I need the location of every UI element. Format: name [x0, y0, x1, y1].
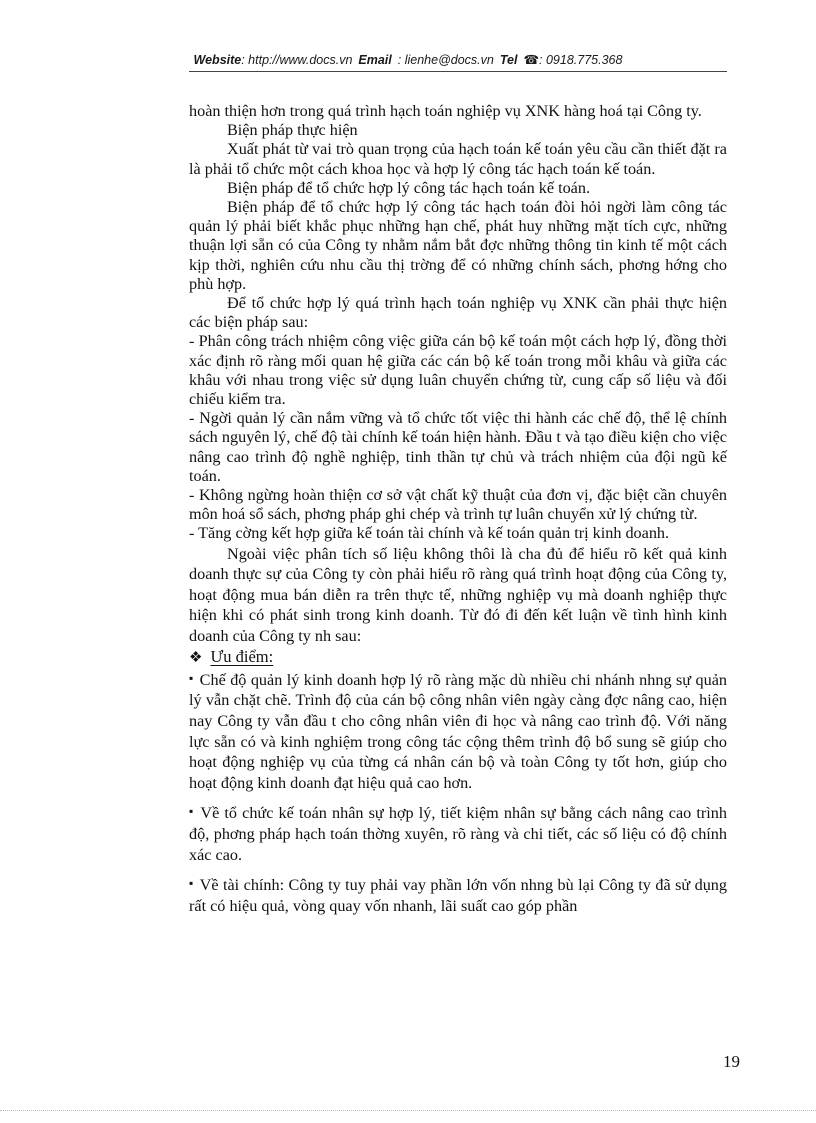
phone-icon: ☎: [523, 53, 540, 67]
bullet-icon: ▪: [189, 876, 194, 891]
tel-label: Tel: [499, 53, 518, 67]
page-number: 19: [723, 1052, 740, 1071]
website-label: Website: [193, 53, 242, 67]
paragraph-heading: Biện pháp để tổ chức hợp lý công tác hạch toán kế toán.: [227, 178, 591, 197]
email-label: Email: [358, 53, 392, 67]
page-header: [0, 52, 816, 67]
list-item: - Không ngừng hoàn thiện cơ sở vật chất kỹ thuật của đơn vị, đặc biệt cần chuyên môn hoá sổ sách, phơng pháp ghi chép và trình tự luân chuyển xử lý chứng từ.: [189, 486, 727, 524]
list-item: - Phân công trách nhiệm công việc giữa cán bộ kế toán một cách hợp lý, đồng thời xác định rõ ràng mối quan hệ giữa các cán bộ kế toán trong mỗi khâu và giữa các khâu với nhau trong việc sử dụng luân chuyển chứng từ, cung cấp số liệu và đối chiếu kiểm tra.: [189, 332, 727, 409]
diamond-bullet-icon: ❖: [189, 649, 203, 666]
footer-divider: [0, 1110, 816, 1111]
advantages-heading-text: Ưu điểm:: [210, 646, 274, 666]
bullet-icon: ▪: [189, 804, 195, 819]
email-value: : lienhe@docs.vn: [397, 53, 494, 67]
list-item-text: Về tổ chức kế toán nhân sự hợp lý, tiết kiệm nhân sự bằng cách nâng cao trình độ, phơng pháp hạch toán thờng xuyên, rõ ràng và chi tiết, các số liệu có độ chính xác cao.: [189, 804, 727, 864]
paragraph: Để tổ chức hợp lý quá trình hạch toán nghiệp vụ XNK cần phải thực hiện các biện pháp sau:: [189, 294, 727, 332]
list-item-text: Chế độ quản lý kinh doanh hợp lý rõ ràng mặc dù nhiều chi nhánh nhng sự quản lý vẫn chặt chẽ. Trình độ của cán bộ công nhân viên ngày càng đợc nâng cao, hiện nay Công ty vẫn đầu t cho công nhân viên đi học và nâng cao trình độ. Với năng lực sẵn có và kinh nghiệm trong công tác cộng thêm trình độ bổ sung sẽ giúp cho hoạt động nghiệp vụ của từng cá nhân cán bộ và toàn Công ty tốt hơn, giúp cho hoạt động kinh doanh đạt hiệu quả cao hơn.: [189, 670, 727, 792]
header-divider: [189, 71, 727, 72]
paragraph: Xuất phát từ vai trò quan trọng của hạch toán kế toán yêu cầu cần thiết đặt ra là phải tổ chức một cách khoa học và hợp lý công tác hạch toán kế toán.: [189, 140, 727, 178]
advantages-heading: [189, 647, 727, 668]
paragraph: hoàn thiện hơn trong quá trình hạch toán nghiệp vụ XNK hàng hoá tại Công ty.: [189, 102, 702, 120]
paragraph-heading: Biện pháp thực hiện: [227, 121, 358, 140]
list-item: - Tăng cờng kết hợp giữa kế toán tài chính và kế toán quản trị kinh doanh.: [189, 524, 670, 543]
bullet-icon: ▪: [189, 670, 194, 685]
list-item-text: Về tài chính: Công ty tuy phải vay phần lớn vốn nhng bù lại Công ty đã sử dụng rất có hiệu quả, vòng quay vốn nhanh, lãi suất cao góp phần: [189, 876, 727, 915]
list-item: [189, 873, 727, 916]
paragraph: Ngoài việc phân tích số liệu không thôi là cha đủ để hiểu rõ kết quả kinh doanh thực sự của Công ty còn phải hiểu rõ ràng quá trình hoạt động của Công ty, hoạt động mua bán diễn ra trên thực tế, những nghiệp vụ mà doanh nghiệp thực hiện khi có phát sinh trong kinh doanh. Từ đó đi đến kết luận về tình hình kinh doanh của Công ty nh sau:: [189, 544, 727, 646]
tel-value: : 0918.775.368: [539, 53, 623, 67]
list-item: - Ngời quản lý cần nắm vững và tổ chức tốt việc thi hành các chế độ, thể lệ chính sách nguyên lý, chế độ tài chính kế toán hiện hành. Đầu t và tạo điều kiện cho việc nâng cao trình độ nghề nghiệp, tinh thần tự chủ và trách nhiệm của đội ngũ kế toán.: [189, 409, 727, 485]
list-item: [189, 668, 727, 794]
document-body: [189, 102, 727, 916]
list-item: [189, 801, 727, 865]
paragraph: Biện pháp để tổ chức hợp lý công tác hạch toán đòi hỏi ngời làm công tác quản lý phải biết khắc phục những hạn chế, phát huy những mặt tích cực, những thuận lợi sẵn có của Công ty nhằm nắm bắt đợc những thông tin kinh tế một cách kịp thời, nghiên cứu nhu cầu thị trờng để có những chính sách, phơng hớng cho phù hợp.: [189, 198, 727, 293]
website-value: : http://www.docs.vn: [241, 53, 353, 67]
